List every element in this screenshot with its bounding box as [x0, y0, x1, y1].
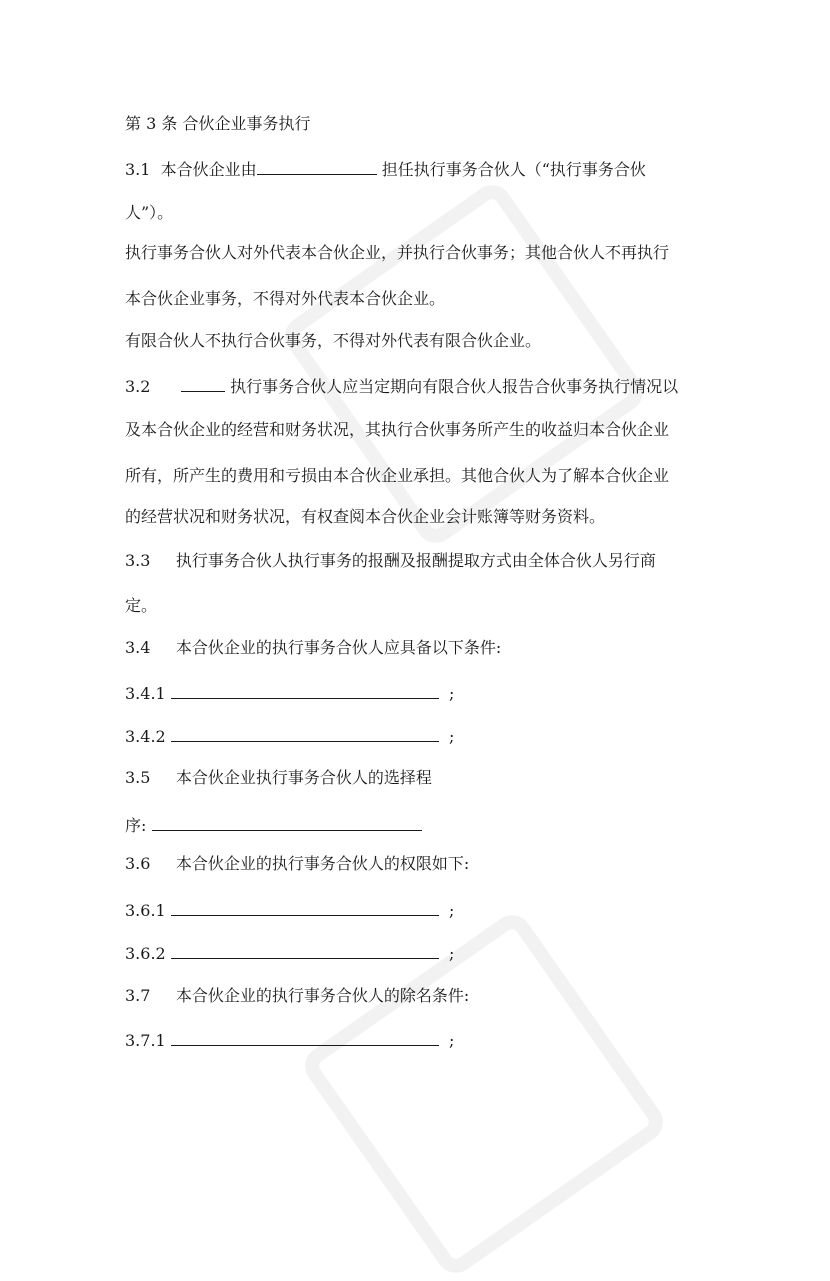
paragraph-line: 及本合伙企业的经营和财务状况，其执行合伙事务所产生的收益归本合伙企业	[125, 420, 670, 439]
clause-3-7-1	[125, 1027, 454, 1053]
paragraph-line: 所有，所产生的费用和亏损由本合伙企业承担。其他合伙人为了解本合伙企业	[125, 466, 670, 485]
clause-3-1	[125, 156, 646, 182]
clause-end: ;	[448, 901, 455, 920]
clause-3-6-2	[125, 940, 454, 966]
fill-blank[interactable]	[171, 723, 439, 742]
paragraph-line: 的经营状况和财务状况，有权查阅本合伙企业会计账簿等财务资料。	[125, 507, 606, 526]
clause-number: 3.1	[125, 160, 151, 179]
clause-number: 3.5	[125, 768, 151, 787]
clause-text: 本合伙企业的执行事务合伙人的权限如下:	[175, 854, 470, 873]
paragraph-line: 执行事务合伙人对外代表本合伙企业，并执行合伙事务；其他合伙人不再执行	[125, 243, 670, 262]
clause-text: 本合伙企业由	[160, 160, 257, 179]
clause-text: 本合伙企业执行事务合伙人的选择程	[175, 768, 432, 787]
fill-blank[interactable]	[257, 156, 377, 175]
clause-3-3	[125, 549, 656, 573]
clause-text: 本合伙企业的执行事务合伙人应具备以下条件:	[175, 638, 502, 657]
clause-end: ;	[448, 1031, 455, 1050]
clause-text: 本合伙企业的执行事务合伙人的除名条件:	[175, 986, 470, 1005]
clause-3-2	[125, 373, 678, 399]
clause-number: 3.4	[125, 638, 151, 657]
clause-3-5-cont	[125, 812, 422, 838]
fill-blank[interactable]	[171, 1027, 439, 1046]
clause-number: 3.6	[125, 854, 151, 873]
clause-text: 担任执行事务合伙人（“执行事务合伙	[381, 160, 646, 179]
clause-3-6-1	[125, 897, 454, 923]
clause-text: 序:	[125, 816, 147, 835]
clause-3-5	[125, 766, 432, 790]
clause-end: ;	[448, 944, 455, 963]
clause-number: 3.3	[125, 551, 151, 570]
fill-blank[interactable]	[152, 812, 422, 831]
clause-3-4-1	[125, 680, 454, 706]
clause-3-7	[125, 984, 469, 1008]
article-title: 第 3 条 合伙企业事务执行	[125, 114, 311, 133]
clause-3-4-2	[125, 723, 454, 749]
clause-text: 执行事务合伙人应当定期向有限合伙人报告合伙事务执行情况以	[230, 377, 679, 396]
clause-3-6	[125, 852, 469, 876]
clause-number: 3.4.2	[125, 727, 166, 746]
fill-blank[interactable]	[171, 897, 439, 916]
clause-end: ;	[448, 684, 455, 703]
clause-number: 3.6.2	[125, 944, 166, 963]
paragraph-line: 有限合伙人不执行合伙事务，不得对外代表有限合伙企业。	[125, 331, 542, 350]
clause-number: 3.2	[125, 377, 151, 396]
paragraph-line: 本合伙企业事务，不得对外代表本合伙企业。	[125, 289, 446, 308]
clause-text: 执行事务合伙人执行事务的报酬及报酬提取方式由全体合伙人另行商	[175, 551, 656, 570]
clause-number: 3.7.1	[125, 1031, 166, 1050]
watermark	[277, 177, 650, 550]
fill-blank[interactable]	[181, 373, 225, 392]
clause-end: ;	[448, 727, 455, 746]
paragraph-line: 定。	[125, 596, 158, 615]
clause-number: 3.7	[125, 986, 151, 1005]
clause-3-1-cont: 人”）。	[125, 203, 174, 222]
fill-blank[interactable]	[171, 680, 439, 699]
fill-blank[interactable]	[171, 940, 439, 959]
clause-3-4	[125, 636, 501, 660]
clause-number: 3.4.1	[125, 684, 166, 703]
clause-number: 3.6.1	[125, 901, 166, 920]
